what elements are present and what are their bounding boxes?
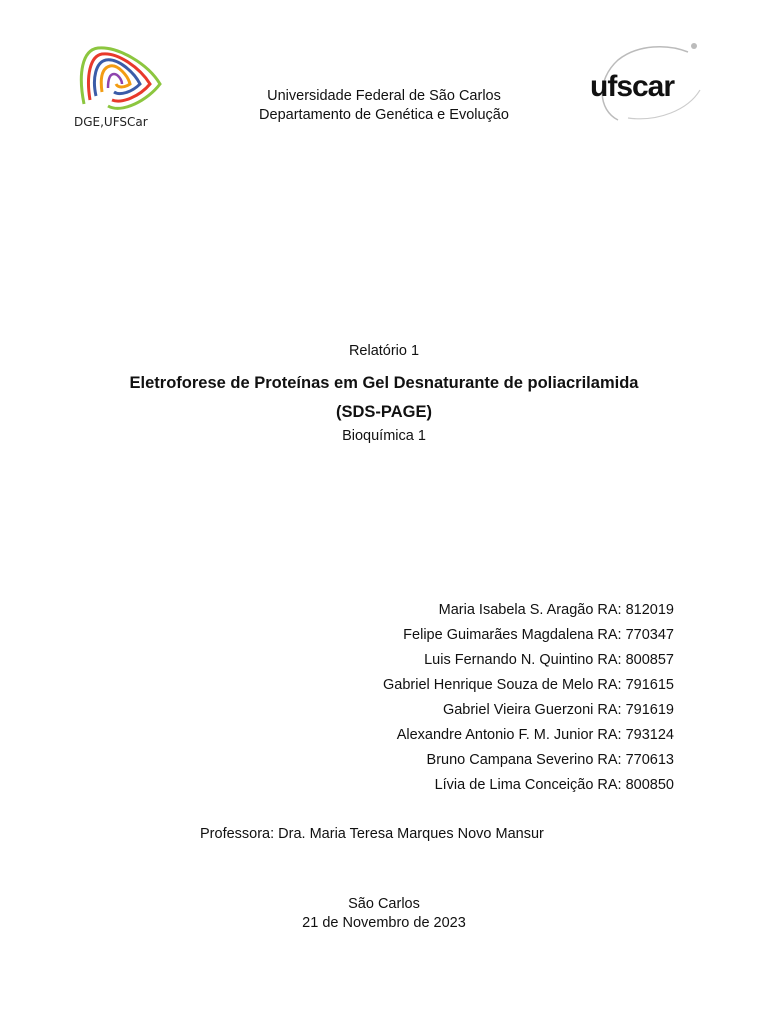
author-line: Felipe Guimarães Magdalena RA: 770347	[403, 627, 674, 643]
author-line: Maria Isabela S. Aragão RA: 812019	[438, 602, 674, 618]
city: São Carlos	[348, 896, 420, 912]
report-title-line2: (SDS-PAGE)	[336, 403, 432, 421]
author-line: Luis Fernando N. Quintino RA: 800857	[424, 652, 674, 668]
ufscar-logo-text: ufscar	[590, 70, 675, 103]
department-name: Departamento de Genética e Evolução	[259, 107, 509, 123]
dge-logo-caption: DGE,UFSCar	[74, 115, 148, 129]
report-label: Relatório 1	[348, 343, 420, 359]
date: 21 de Novembro de 2023	[302, 915, 466, 931]
author-line: Gabriel Vieira Guerzoni RA: 791619	[442, 702, 674, 718]
subject: Bioquímica 1	[342, 428, 426, 444]
report-title-line1: Eletroforese de Proteínas em Gel Desnaturante de poliacrilamida	[129, 374, 639, 392]
authors-list	[383, 598, 674, 798]
professor: Professora: Dra. Maria Teresa Marques Novo Mansur	[200, 826, 544, 842]
author-line: Alexandre Antonio F. M. Junior RA: 793124	[396, 727, 674, 743]
author-line: Lívia de Lima Conceição RA: 800850	[434, 777, 674, 793]
footer	[0, 895, 768, 933]
report-title	[0, 369, 768, 427]
university-name: Universidade Federal de São Carlos	[267, 88, 501, 104]
author-line: Bruno Campana Severino RA: 770613	[426, 752, 674, 768]
author-line: Gabriel Henrique Souza de Melo RA: 791615	[383, 677, 674, 693]
institution-header	[0, 87, 768, 125]
